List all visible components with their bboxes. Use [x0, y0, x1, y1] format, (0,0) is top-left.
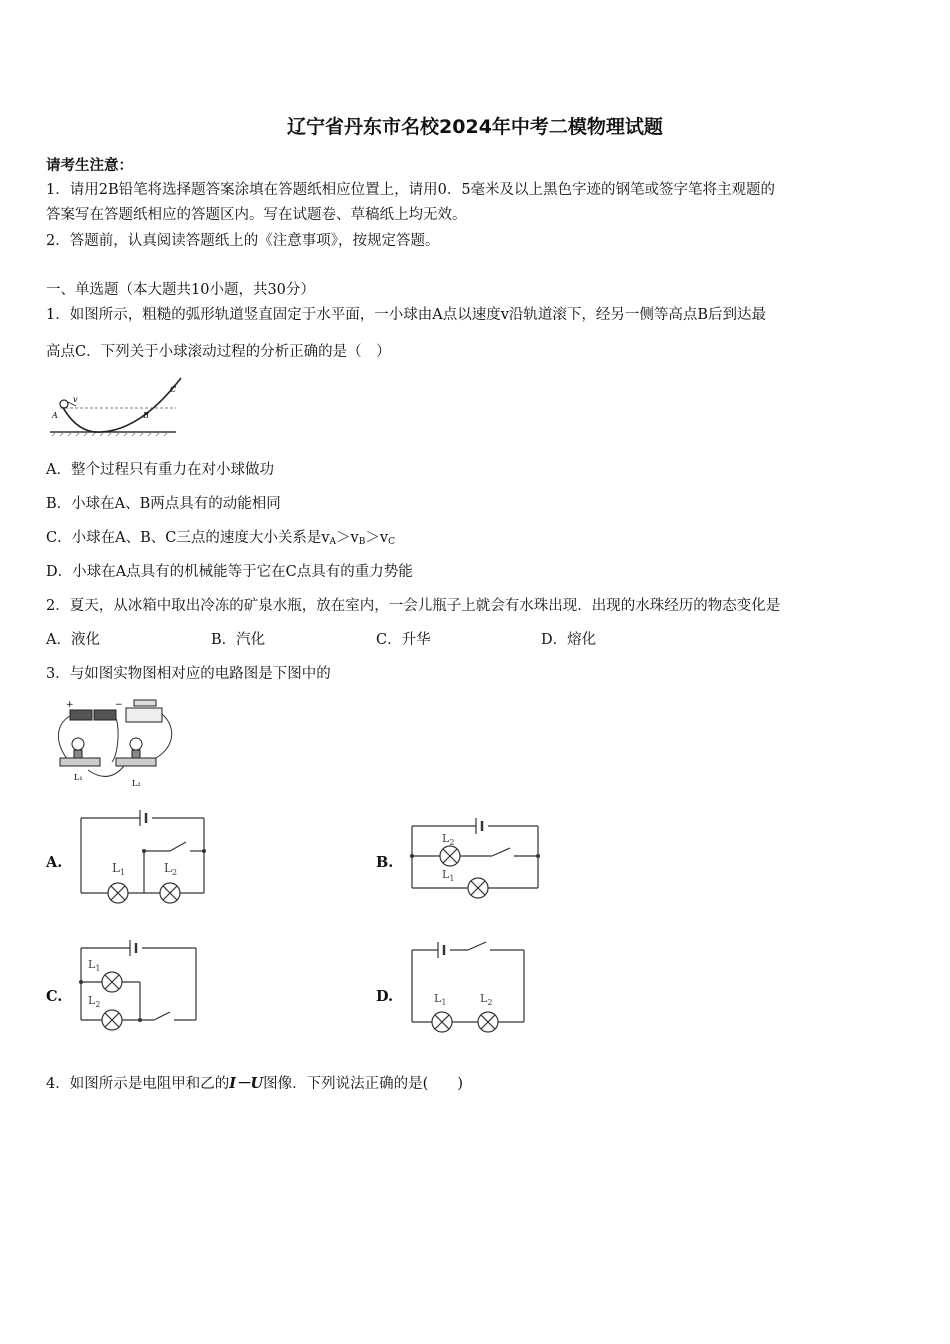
- svg-text:L2: $L_2$: [164, 861, 178, 877]
- q2-option-c[interactable]: C．升华: [376, 632, 431, 648]
- bulb-l1-icon: [72, 738, 84, 750]
- svg-text:L1: $L_1$: [112, 861, 126, 877]
- notice-item-1-line-1: 1．请用2B铅笔将选择题答案涂填在答题纸相应位置上，请用0．5毫米及以上黑色字迹的钢笔或签字笔将主观题的: [46, 182, 776, 198]
- battery-icon: [94, 710, 116, 720]
- q3-circuit-a[interactable]: [78, 810, 210, 910]
- q2-option-a[interactable]: A．液化: [46, 632, 100, 648]
- q3-option-d-label[interactable]: D.: [376, 988, 394, 1005]
- q3-circuit-d[interactable]: [406, 938, 530, 1034]
- notice-heading: 请考生注意：: [46, 157, 133, 174]
- q3-stem: 3．与如图实物图相对应的电路图是下图中的: [46, 666, 331, 682]
- q1-stem-line-1: 1．如图所示，粗糙的弧形轨道竖直固定于水平面，一小球由A点以速度v沿轨道滚下，经另一侧等高点B后到达最: [46, 307, 767, 323]
- q1-label-v: v: [73, 395, 78, 404]
- svg-text:L1: $L_1$: [88, 958, 101, 973]
- svg-text:−: −: [115, 700, 123, 710]
- q1-option-b[interactable]: B．小球在A、B两点具有的动能相同: [46, 496, 281, 512]
- q3-option-a-label[interactable]: A.: [46, 854, 63, 871]
- q1-option-c[interactable]: C．小球在A、B、C三点的速度大小关系是$v_A>v_B>v_C$: [46, 530, 395, 547]
- q1-label-b: B: [143, 411, 149, 420]
- page-title: 辽宁省丹东市名校2024年中考二模物理试题: [287, 116, 663, 138]
- svg-text:L1: $L_1$: [434, 992, 447, 1007]
- svg-text:+: +: [66, 700, 74, 710]
- q2-option-d[interactable]: D．熔化: [541, 632, 597, 648]
- section-heading: 一、单选题（本大题共10小题，共30分）: [46, 282, 315, 298]
- svg-text:L1: $L_1$: [442, 868, 455, 883]
- q1-label-c: C: [170, 385, 177, 394]
- svg-text:L2: $L_2$: [442, 832, 455, 847]
- svg-text:L2: $L_2$: [88, 994, 101, 1009]
- q1-option-a[interactable]: A．整个过程只有重力在对小球做功: [46, 462, 274, 478]
- q4-stem: 4．如图所示是电阻甲和乙的I－U图像．下列说法正确的是( ): [46, 1075, 463, 1092]
- svg-text:L₂: L₂: [132, 779, 141, 788]
- q1-track-figure: [46, 372, 186, 440]
- q3-circuit-b[interactable]: [406, 818, 550, 904]
- q3-option-c-label[interactable]: C.: [46, 988, 63, 1005]
- notice-item-2: 2．答题前，认真阅读答题纸上的《注意事项》，按规定答题。: [46, 233, 440, 249]
- q2-option-b[interactable]: B．汽化: [211, 632, 266, 648]
- notice-item-1-line-2: 答案写在答题纸相应的答题区内。写在试题卷、草稿纸上均无效。: [46, 207, 467, 223]
- battery-icon: [70, 710, 92, 720]
- svg-text:L₁: L₁: [74, 773, 83, 782]
- bulb-l2-icon: [130, 738, 142, 750]
- q1-option-d[interactable]: D．小球在A点具有的机械能等于它在C点具有的重力势能: [46, 564, 413, 580]
- svg-text:L2: $L_2$: [480, 992, 493, 1007]
- q3-option-b-label[interactable]: B.: [376, 854, 394, 871]
- q1-stem-line-2: 高点C．下列关于小球滚动过程的分析正确的是（ ）: [46, 344, 391, 360]
- ball-icon: [60, 400, 68, 408]
- q1-label-a: A: [52, 411, 58, 420]
- switch-icon: [126, 708, 162, 722]
- q3-circuit-c[interactable]: [78, 938, 202, 1032]
- q3-circuit-photo: [52, 694, 180, 790]
- q2-stem: 2．夏天，从冰箱中取出冷冻的矿泉水瓶，放在室内，一会儿瓶子上就会有水珠出现．出现的水珠经历的物态变化是: [46, 598, 781, 614]
